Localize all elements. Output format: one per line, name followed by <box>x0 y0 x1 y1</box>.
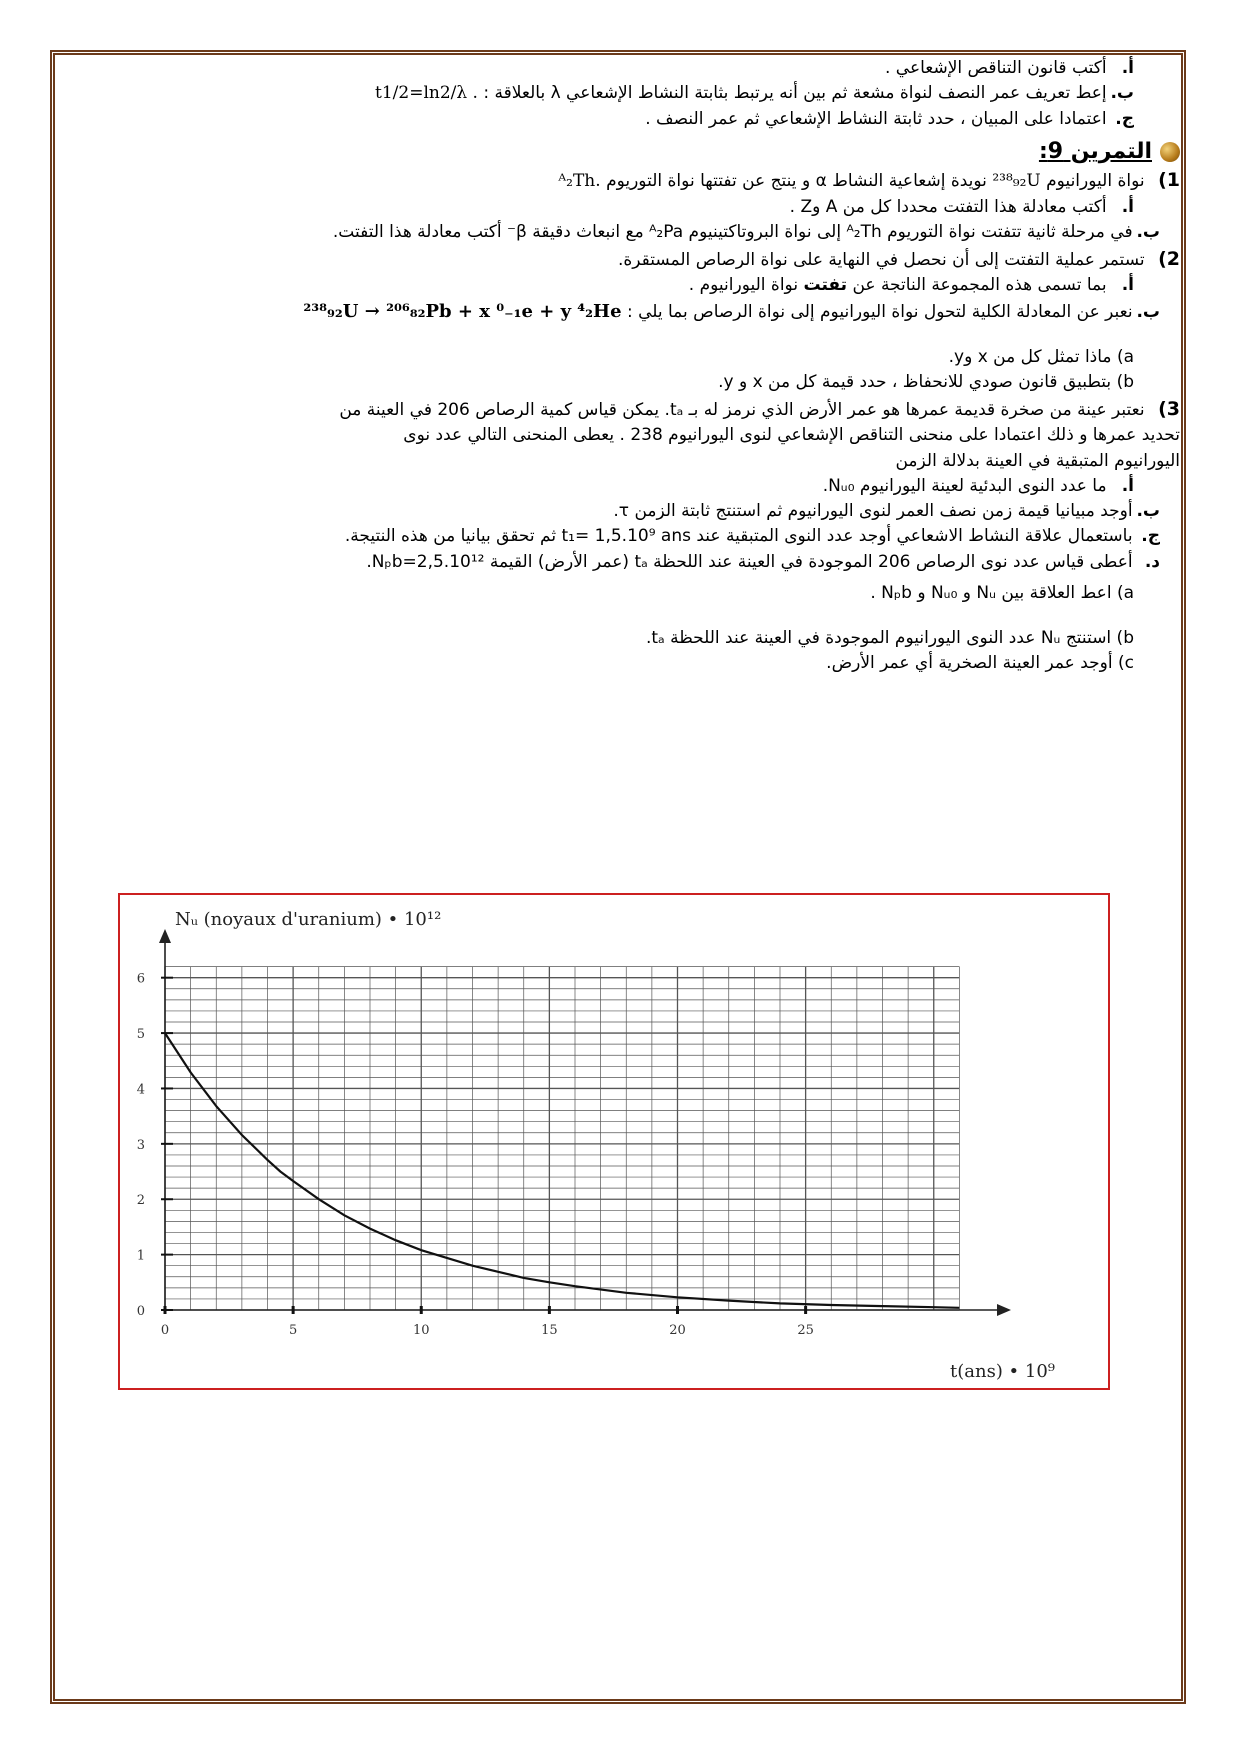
exercise-title: التمرين 9: <box>1038 138 1152 164</box>
uranium-nucleus: ²³⁸₉₂U <box>992 171 1041 192</box>
y-tick-label: 5 <box>136 1027 145 1043</box>
q2-sub-a: a) ماذا تمثل كل من x وy. <box>948 347 1134 367</box>
question-number: 3) <box>1158 397 1180 420</box>
item-text: نعبر عن المعادلة الكلية لتحول نواة اليورانيوم إلى نواة الرصاص بما يلي : <box>626 301 1133 322</box>
top-item-b <box>60 81 1180 106</box>
decay-chart-box <box>118 893 1110 1390</box>
q1-item-b <box>60 220 1180 245</box>
x-tick-label: 10 <box>412 1323 430 1338</box>
item-text-2: نواة اليورانيوم . <box>688 275 799 296</box>
q3-text-1: نعتبر عينة من صخرة قديمة عمرها هو عمر الأرض الذي نرمز له بـ tₐ. يمكن قياس كمية الرصاص 206 في العينة من <box>339 399 1145 420</box>
y-tick-label: 2 <box>136 1193 145 1209</box>
x-tick-label: 25 <box>797 1323 814 1338</box>
item-label: أ. <box>1121 475 1134 496</box>
bullet-icon <box>1160 142 1180 162</box>
item-label: د. <box>1144 551 1160 572</box>
item-label: أ. <box>1121 197 1134 217</box>
q3-item-a <box>60 474 1180 499</box>
item-label: أ. <box>1121 58 1134 78</box>
item-text-1: بما تسمى هذه المجموعة الناتجة عن <box>852 275 1107 296</box>
item-label: ب. <box>1136 301 1160 322</box>
y-tick-label: 1 <box>136 1248 145 1264</box>
q3-item-c <box>60 524 1180 549</box>
x-axis-arrow <box>997 1304 1011 1316</box>
q2-sub-b: b) بتطبيق قانون صودي للانحفاظ ، حدد قيمة كل من x و y. <box>718 372 1134 393</box>
top-item-c <box>60 107 1180 132</box>
item-label: ب. <box>1110 83 1134 104</box>
chart-axes <box>159 929 1011 1316</box>
q3-sub-a: a) اعط العلاقة بين Nᵤ و Nᵤ₀ و Nₚb . <box>870 582 1134 603</box>
item-text: إعط تعريف عمر النصف لنواة مشعة ثم بين أنه يرتبط بثابتة النشاط الإشعاعي λ بالعلاقة : <box>483 83 1107 104</box>
chart-grid <box>165 967 959 1310</box>
item-text: أوجد مبيانيا قيمة زمن نصف العمر لنوى اليورانيوم ثم استنتج ثابتة الزمن τ. <box>613 501 1133 521</box>
q3-statement-1 <box>60 396 1180 424</box>
item-text: أكتب معادلة هذا التفتت محددا كل من A وZ . <box>789 197 1107 217</box>
thorium-nucleus: ᴬ₂Th. <box>558 171 601 192</box>
x-tick-label: 15 <box>541 1323 558 1338</box>
decay-curve <box>165 1033 959 1308</box>
decay-chart <box>120 895 1108 1388</box>
question-number: 1) <box>1158 169 1180 192</box>
y-tick-label: 6 <box>136 971 145 987</box>
item-text: ما عدد النوى البدئية لعينة اليورانيوم Nᵤ₀. <box>822 475 1107 496</box>
q2-statement <box>60 246 1180 274</box>
item-label: ب. <box>1136 222 1160 243</box>
item-text: أكتب قانون التناقص الإشعاعي . <box>884 58 1107 78</box>
q1-text-b: نويدة إشعاعية النشاط α و ينتج عن تفتتها نواة التوريوم <box>606 171 987 192</box>
global-decay-equation: ²³⁸₉₂U → ²⁰⁶₈₂Pb + x ⁰₋₁e + y ⁴₂He <box>303 300 622 322</box>
q2-item-a <box>60 273 1180 298</box>
y-tick-label: 3 <box>136 1137 145 1153</box>
q3-statement-3: اليورانيوم المتبقية في العينة بدلالة الزمن <box>895 450 1180 471</box>
item-label: أ. <box>1121 275 1134 296</box>
item-text-bold: تفتت <box>803 275 848 296</box>
q3-item-d <box>60 550 1180 575</box>
q2-item-b <box>60 299 1180 326</box>
y-tick-label: 4 <box>136 1082 145 1098</box>
half-life-formula: t1/2=ln2/λ . <box>375 83 478 104</box>
q3-statement-2: تحديد عمرها و ذلك اعتمادا على منحنى التناقص الإشعاعي لنوى اليورانيوم 238 . يعطى المنحنى التالي عدد نوى <box>403 425 1180 446</box>
q3-sub-b: b) استنتج Nᵤ عدد النوى اليورانيوم الموجودة في العينة عند اللحظة tₐ. <box>645 628 1134 648</box>
q1-item-a <box>60 195 1180 220</box>
q1-text-a: نواة اليورانيوم <box>1046 171 1145 192</box>
document-content <box>60 56 1180 677</box>
item-text: باستعمال علاقة النشاط الاشعاعي أوجد عدد النوى المتبقية عند t₁= 1,5.10⁹ ans ثم تحقق بيانيا من هذه النتيجة. <box>344 526 1133 547</box>
item-text: اعتمادا على المبيان ، حدد ثابتة النشاط الإشعاعي ثم عمر النصف . <box>645 108 1107 129</box>
q2-text: تستمر عملية التفتت إلى أن نحصل في النهاية على نواة الرصاص المستقرة. <box>617 249 1145 270</box>
top-item-a <box>60 56 1180 81</box>
item-text: في مرحلة ثانية تتفتت نواة التوريوم ᴬ₂Th إلى نواة البروتاكتينيوم ᴬ₂Pa مع انبعاث دقيقة β⁻ أكتب معادلة هذا التفتت. <box>332 222 1133 243</box>
question-number: 2) <box>1158 247 1180 270</box>
q3-sub-c: c) أوجد عمر العينة الصخرية أي عمر الأرض. <box>826 653 1134 674</box>
item-label: ج. <box>1141 526 1160 547</box>
item-label: ب. <box>1136 501 1160 521</box>
q3-item-b <box>60 499 1180 524</box>
x-tick-label: 0 <box>160 1323 170 1338</box>
x-tick-label: 20 <box>669 1323 686 1338</box>
y-tick-label: 0 <box>136 1304 145 1319</box>
exercise-header <box>60 138 1180 166</box>
q1-statement <box>60 167 1180 195</box>
item-text: أعطى قياس عدد نوى الرصاص 206 الموجودة في العينة عند اللحظة tₐ (عمر الأرض) القيمة Nₚb=2,5.10¹². <box>366 551 1133 572</box>
y-axis-label: Nᵤ (noyaux d'uranium) • 10¹² <box>175 909 442 930</box>
x-tick-label: 5 <box>288 1323 298 1338</box>
item-label: ج. <box>1115 108 1134 129</box>
x-axis-label: t(ans) • 10⁹ <box>950 1361 1056 1382</box>
y-axis-arrow <box>159 929 171 943</box>
